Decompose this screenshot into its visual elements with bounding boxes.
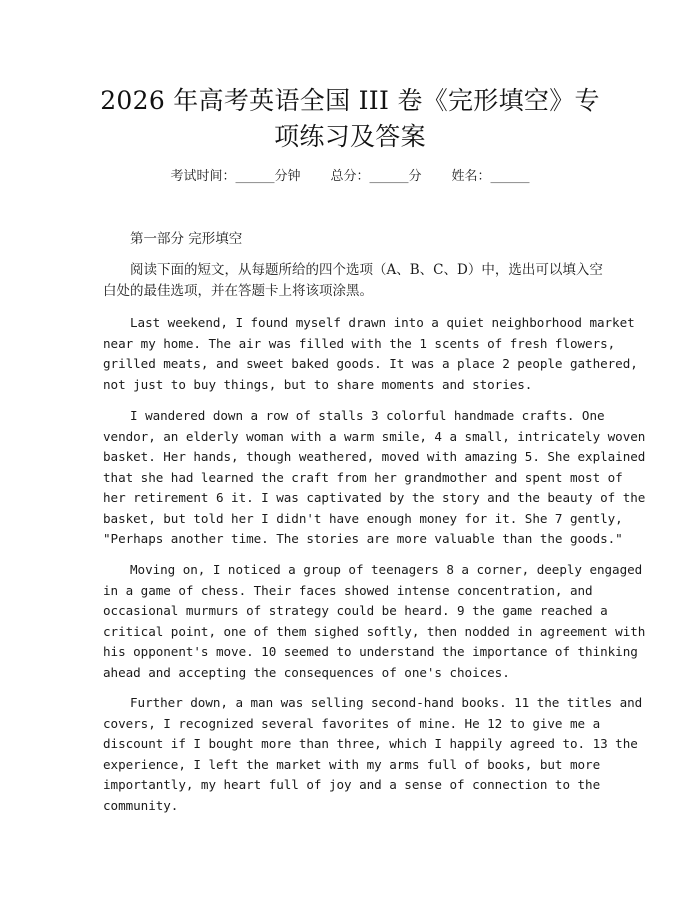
paragraph-line: importantly, my heart full of joy and a sense of connection to the xyxy=(103,777,601,792)
paragraph-3 xyxy=(103,560,646,683)
document-title-line-1: 2026 年高考英语全国 III 卷《完形填空》专 xyxy=(100,86,600,115)
paragraph-line: I wandered down a row of stalls 3 colorful handmade crafts. One xyxy=(130,408,605,423)
paragraph-line: Last weekend, I found myself drawn into a quiet neighborhood market xyxy=(130,315,635,330)
paragraph-2 xyxy=(103,406,646,550)
paragraph-line: community. xyxy=(103,797,179,813)
paragraph-line: her retirement 6 it. I was captivated by the story and the beauty of the xyxy=(103,490,646,505)
paragraph-line: not just to buy things, but to share moments and stories. xyxy=(103,376,533,392)
paragraph-line: basket, but told her I didn't have enough money for it. She 7 gently, xyxy=(103,510,623,526)
student-name-label: 姓名：______ xyxy=(451,169,530,184)
paragraph-line: Moving on, I noticed a group of teenagers 8 a corner, deeply engaged xyxy=(130,562,643,577)
document-title-line-2: 项练习及答案 xyxy=(274,122,426,151)
paragraph-line: critical point, one of them sighed softly, then nodded in agreement with xyxy=(103,623,646,639)
instruction-line: 阅读下面的短文，从每题所给的四个选项（A、B、C、D）中，选出可以填入空 xyxy=(130,262,603,278)
paragraph-line: covers, I recognized several favorites of mine. He 12 to give me a xyxy=(103,715,601,731)
paragraph-line: near my home. The air was filled with the 1 scents of fresh flowers, xyxy=(103,335,616,351)
exam-meta xyxy=(0,168,700,186)
paragraph-line: basket. Her hands, though weathered, moved with amazing 5. She explained xyxy=(103,449,646,464)
section-heading: 第一部分 完形填空 xyxy=(130,231,243,247)
paragraph-line: grilled meats, and sweet baked goods. It was a place 2 people gathered, xyxy=(103,356,638,371)
paragraph-line: Further down, a man was selling second-hand books. 11 the titles and xyxy=(130,695,643,710)
exam-time-label: 考试时间：______分钟 xyxy=(170,169,301,184)
paragraph-line: vendor, an elderly woman with a warm smile, 4 a small, intricately woven xyxy=(103,428,646,444)
paragraph-line: that she had learned the craft from her grandmother and spent most of xyxy=(103,469,623,485)
instructions xyxy=(103,260,603,301)
paragraph-line: "Perhaps another time. The stories are more valuable than the goods." xyxy=(103,531,623,546)
paragraph-1 xyxy=(103,313,638,395)
paragraph-4 xyxy=(103,693,643,816)
paragraph-line: in a game of chess. Their faces showed intense concentration, and xyxy=(103,582,593,598)
paragraph-line: his opponent's move. 10 seemed to understand the importance of thinking xyxy=(103,644,638,659)
total-score-label: 总分：______分 xyxy=(330,169,422,184)
paragraph-line: occasional murmurs of strategy could be heard. 9 the game reached a xyxy=(103,603,608,618)
paragraph-line: discount if I bought more than three, which I happily agreed to. 13 the xyxy=(103,736,638,751)
instruction-line: 白处的最佳选项，并在答题卡上将该项涂黑。 xyxy=(103,282,373,299)
paragraph-line: experience, I left the market with my arms full of books, but more xyxy=(103,756,601,772)
paragraph-line: ahead and accepting the consequences of one's choices. xyxy=(103,664,510,680)
